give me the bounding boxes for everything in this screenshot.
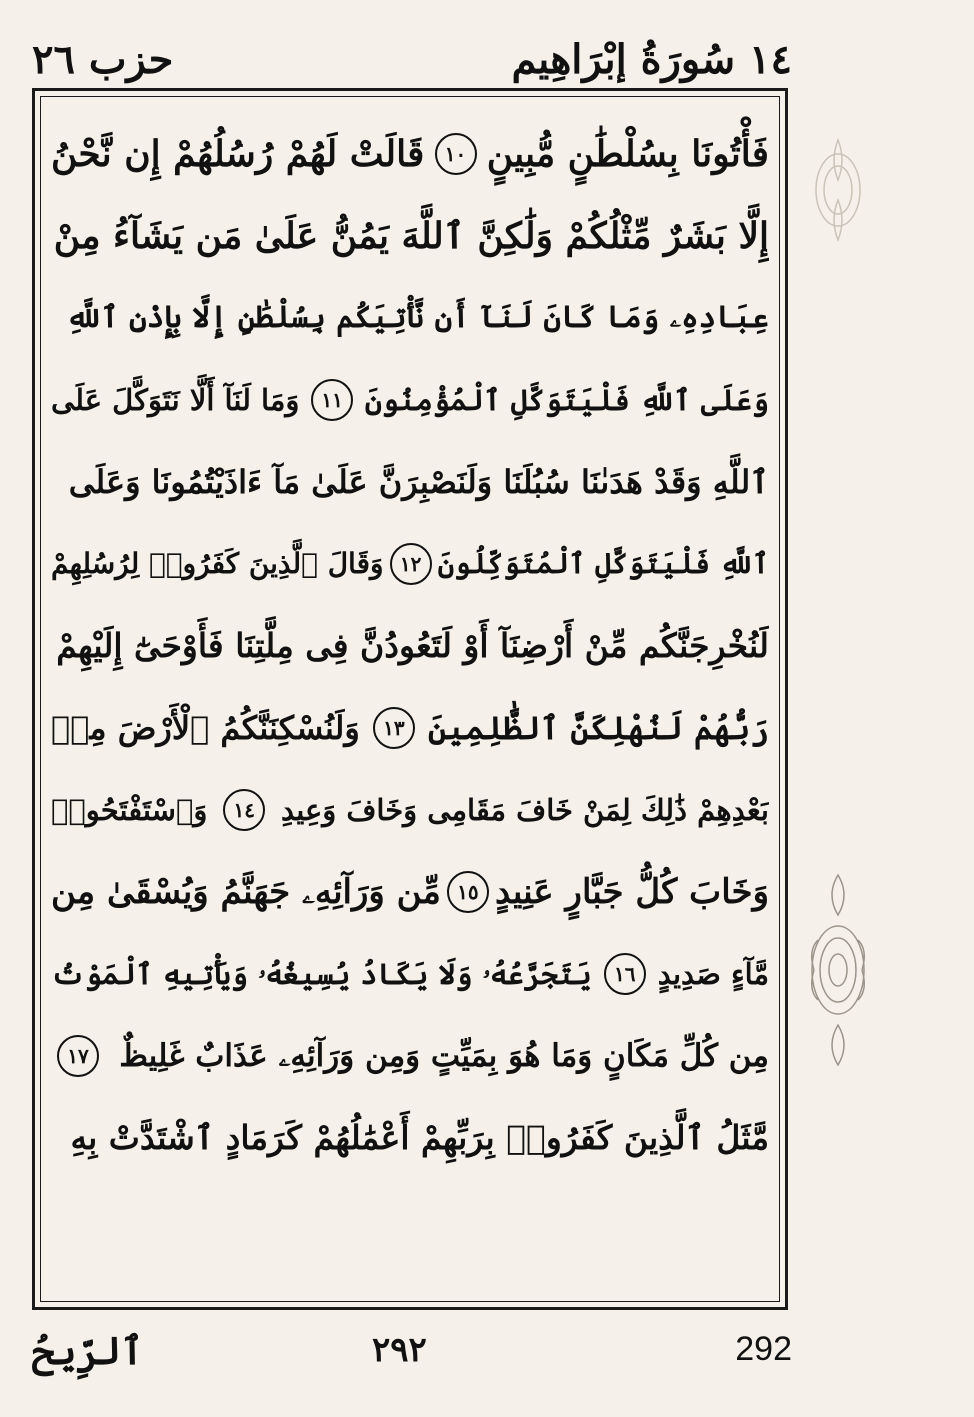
verse-text: مَّآءٍ صَدِيدٍ bbox=[657, 957, 769, 991]
verse-text: يَتَجَرَّعُهُۥ وَلَا يَكَادُ يُسِيغُهُۥ وَيَأْتِيهِ ٱلْمَوْتُ bbox=[51, 957, 592, 991]
text-line bbox=[51, 687, 769, 769]
verse-text: رَبُّهُمْ لَنُهْلِكَنَّ ٱلظَّٰلِمِينَ bbox=[427, 709, 769, 747]
verse-text: ٱللَّهِ فَلْيَتَوَكَّلِ ٱلْمُتَوَكِّلُونَ bbox=[437, 547, 769, 580]
hizb-label: حزب ٢٦ bbox=[32, 36, 174, 83]
text-line bbox=[51, 113, 769, 195]
verse-text: عِبَادِهِۦ وَمَا كَانَ لَنَآ أَن نَّأْتِيَكُم بِسُلْطَٰنٍ إِلَّا بِإِذْنِ ٱللَّهِ bbox=[65, 300, 769, 335]
ayah-number-marker: ١٦ bbox=[604, 953, 646, 995]
verse-text: مَّثَلُ ٱلَّذِينَ كَفَرُوا۟ بِرَبِّهِمْ أَعْمَٰلُهُمْ كَرَمَادٍ ٱشْتَدَّتْ بِهِ bbox=[70, 1118, 769, 1157]
text-line bbox=[51, 277, 769, 359]
text-line bbox=[51, 605, 769, 687]
text-line bbox=[51, 769, 769, 851]
text-line bbox=[51, 1097, 769, 1179]
page-footer bbox=[32, 1320, 792, 1390]
margin-ornament-top bbox=[808, 130, 868, 250]
ayah-number-marker: ١٠ bbox=[435, 133, 477, 175]
ayah-number-marker: ١١ bbox=[311, 379, 353, 421]
page-number-arabic: ٢٩٢ bbox=[372, 1330, 427, 1370]
verse-text: وَخَابَ كُلُّ جَبَّارٍ عَنِيدٍ bbox=[495, 872, 769, 912]
verse-text: قَالَتْ لَهُمْ رُسُلُهُمْ إِن نَّحْنُ bbox=[51, 133, 425, 175]
verse-text: وَمَا لَنَآ أَلَّا نَتَوَكَّلَ عَلَى bbox=[51, 383, 300, 417]
text-line bbox=[51, 1015, 769, 1097]
ayah-number-marker: ١٤ bbox=[223, 789, 265, 831]
page-frame bbox=[40, 96, 780, 1302]
text-line bbox=[51, 441, 769, 523]
ayah-number-marker: ١٢ bbox=[390, 543, 432, 585]
verse-text: فَأْتُونَا بِسُلْطَٰنٍ مُّبِينٍ bbox=[486, 133, 769, 175]
quran-text-body bbox=[51, 113, 769, 1179]
page-header bbox=[32, 30, 792, 90]
text-line bbox=[51, 195, 769, 277]
text-line bbox=[51, 523, 769, 605]
text-line bbox=[51, 933, 769, 1015]
verse-text: بَعْدِهِمْ ذَٰلِكَ لِمَنْ خَافَ مَقَامِى وَخَافَ وَعِيدِ bbox=[280, 793, 769, 827]
verse-text: وَلَنُسْكِنَنَّكُمُ ٱلْأَرْضَ مِنۢ bbox=[51, 709, 360, 747]
verse-text: مِّن وَرَآئِهِۦ جَهَنَّمُ وَيُسْقَىٰ مِن bbox=[51, 872, 441, 912]
surah-title: ١٤ سُورَةُ إبْرَاهِيم bbox=[511, 36, 792, 83]
text-line bbox=[51, 851, 769, 933]
text-line bbox=[51, 359, 769, 441]
ayah-number-marker: ١٧ bbox=[57, 1035, 99, 1077]
verse-text: إِلَّا بَشَرٌ مِّثْلُكُمْ وَلَٰكِنَّ ٱللَّهَ يَمُنُّ عَلَىٰ مَن يَشَآءُ مِنْ bbox=[53, 215, 769, 257]
ayah-number-marker: ١٣ bbox=[373, 707, 415, 749]
verse-text: وَقَالَ ٱلَّذِينَ كَفَرُوا۟ لِرُسُلِهِمْ bbox=[51, 547, 384, 580]
ayah-number-marker: ١٥ bbox=[447, 871, 489, 913]
verse-text: لَنُخْرِجَنَّكُم مِّنْ أَرْضِنَآ أَوْ لَتَعُودُنَّ فِى مِلَّتِنَا فَأَوْحَىٰٓ إِلَيْهِمْ bbox=[56, 626, 769, 665]
verse-text: مِن كُلِّ مَكَانٍ وَمَا هُوَ بِمَيِّتٍ وَمِن وَرَآئِهِۦ عَذَابٌ غَلِيظٌ bbox=[119, 1038, 769, 1074]
verse-text: وَعَلَى ٱللَّهِ فَلْيَتَوَكَّلِ ٱلْمُؤْمِنُونَ bbox=[364, 383, 769, 417]
hizb-marker-ornament bbox=[808, 870, 868, 1070]
page-number-latin: 292 bbox=[735, 1330, 792, 1368]
catchword: ٱلرِّيحُ bbox=[32, 1328, 144, 1373]
verse-text: ٱللَّهِ وَقَدْ هَدَىٰنَا سُبُلَنَا وَلَنَصْبِرَنَّ عَلَىٰ مَآ ءَاذَيْتُمُونَا وَعَلَى bbox=[68, 463, 769, 501]
verse-text: وَٱسْتَفْتَحُوا۟ bbox=[51, 793, 208, 827]
